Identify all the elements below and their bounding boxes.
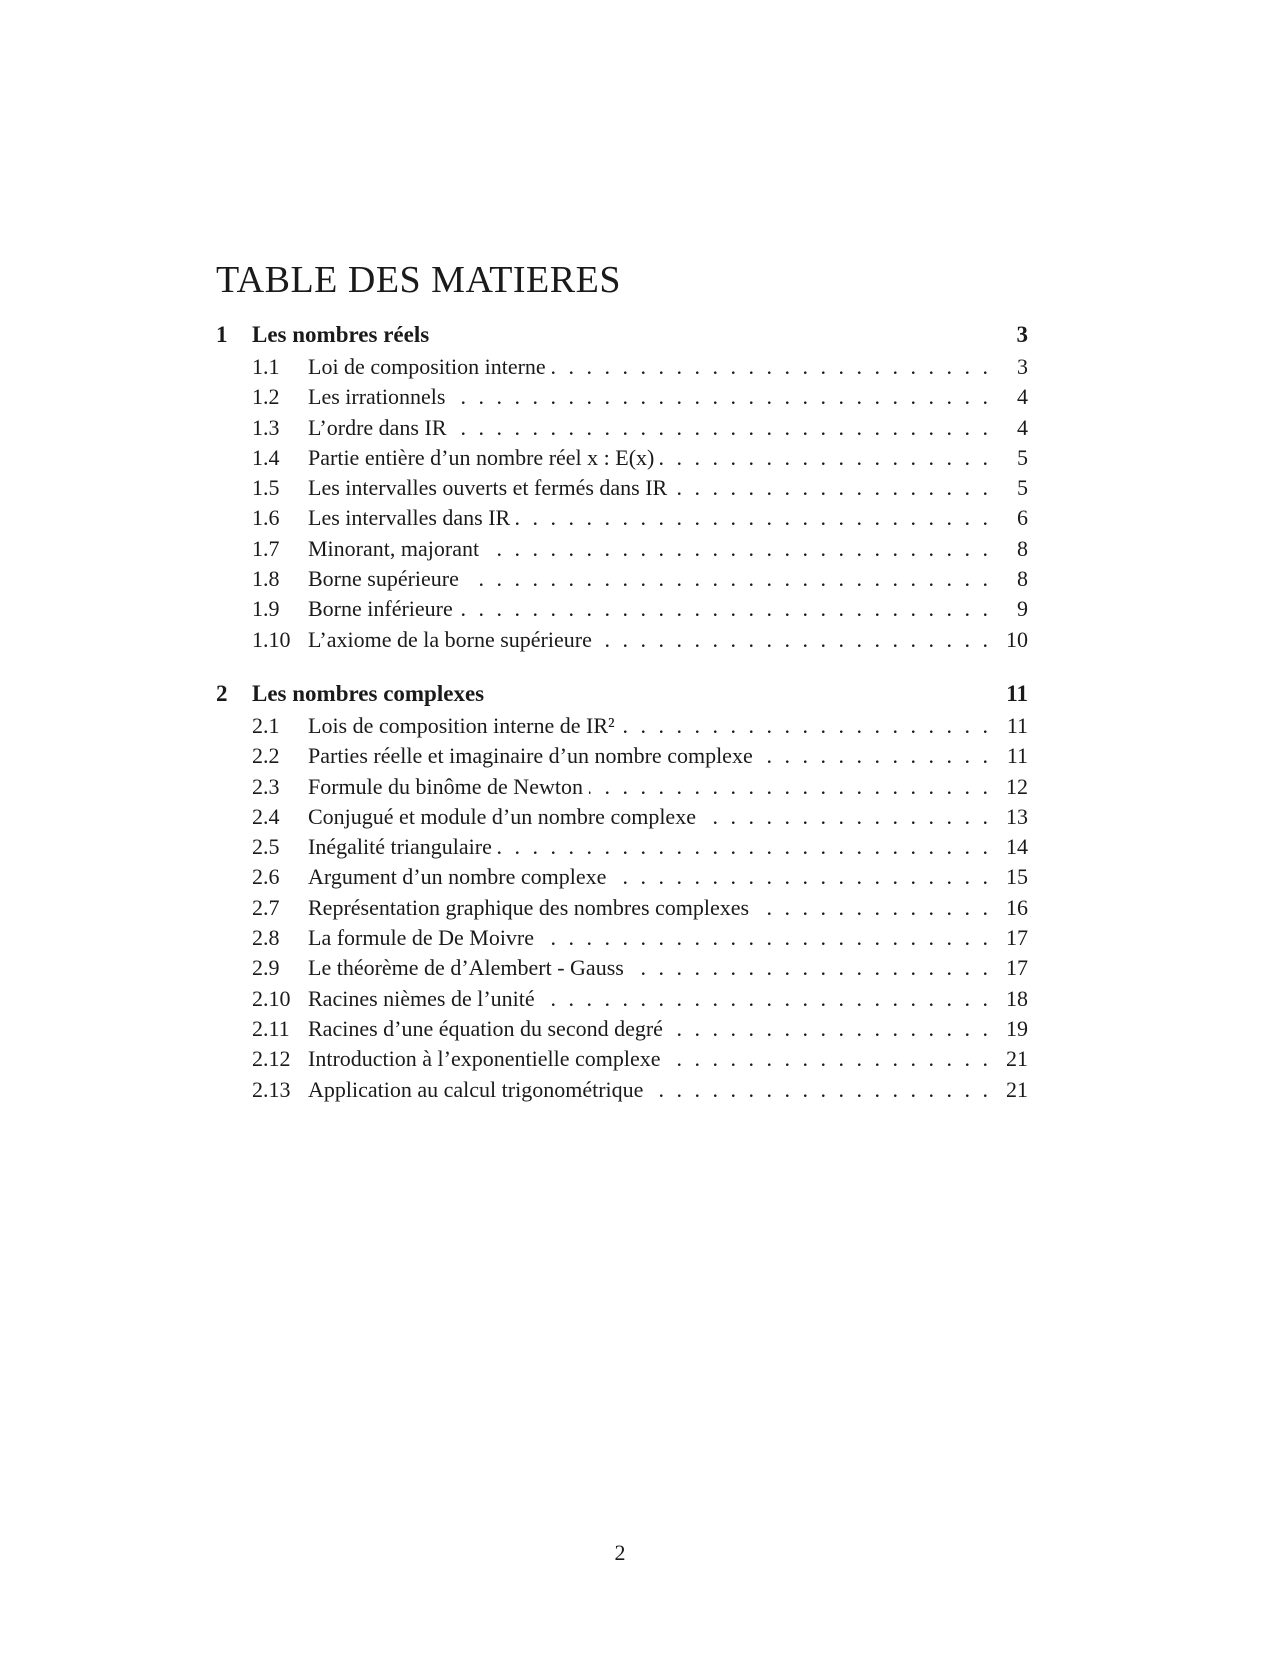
dot-leader xyxy=(669,1016,988,1042)
toc-entry[interactable] xyxy=(216,1046,1028,1076)
toc-entry[interactable] xyxy=(216,536,1028,566)
section-page: 21 xyxy=(1006,1076,1028,1102)
section-title: Conjugué et module d’un nombre complexe xyxy=(308,803,696,829)
section-page: 17 xyxy=(1006,925,1028,951)
section-page: 8 xyxy=(1017,566,1028,592)
section-number: 1.3 xyxy=(252,414,280,440)
section-title: Argument d’un nombre complexe xyxy=(308,864,607,890)
section-title: Lois de composition interne de IR² xyxy=(308,712,615,738)
chapter-page: 3 xyxy=(1016,322,1028,347)
section-number: 2.12 xyxy=(252,1046,291,1072)
toc-entry[interactable] xyxy=(216,925,1028,955)
chapter-1 xyxy=(216,322,1028,657)
dot-leader xyxy=(621,713,988,739)
section-title: Loi de composition interne xyxy=(308,354,546,379)
chapter-heading[interactable] xyxy=(216,681,1028,713)
section-page: 8 xyxy=(1017,535,1028,561)
section-page: 5 xyxy=(1017,475,1028,501)
toc-entry[interactable] xyxy=(216,1016,1028,1046)
toc-entry[interactable] xyxy=(216,415,1028,445)
chapter-heading[interactable] xyxy=(216,322,1028,354)
dot-leader xyxy=(673,475,988,501)
toc-entry[interactable] xyxy=(216,713,1028,743)
section-number: 2.9 xyxy=(252,955,280,981)
section-page: 11 xyxy=(1006,743,1028,769)
chapter-page: 11 xyxy=(1006,680,1028,706)
section-number: 1.8 xyxy=(252,566,280,592)
dot-leader xyxy=(552,354,988,380)
section-title: Le théorème de d’Alembert - Gauss xyxy=(308,955,624,981)
section-title: Parties réelle et imaginaire d’un nombre complexe xyxy=(308,743,753,769)
section-number: 2.2 xyxy=(252,743,280,769)
section-title: Les intervalles dans IR xyxy=(308,505,511,531)
toc-entry[interactable] xyxy=(216,596,1028,626)
toc-entry[interactable] xyxy=(216,627,1028,657)
section-title: Borne inférieure xyxy=(308,596,453,622)
section-number: 1.2 xyxy=(252,384,280,410)
section-number: 1.7 xyxy=(252,535,280,561)
section-page: 17 xyxy=(1006,955,1028,981)
toc-entry[interactable] xyxy=(216,354,1028,384)
section-number: 2.4 xyxy=(252,803,280,829)
section-page: 4 xyxy=(1017,414,1028,440)
section-title: La formule de De Moivre xyxy=(308,925,535,951)
section-number: 2.10 xyxy=(252,985,291,1011)
dot-leader xyxy=(612,864,988,890)
section-number: 1.9 xyxy=(252,596,280,622)
toc-entry[interactable] xyxy=(216,774,1028,804)
dot-leader xyxy=(759,743,988,769)
toc-entry[interactable] xyxy=(216,955,1028,985)
toc-entry[interactable] xyxy=(216,986,1028,1016)
dot-leader xyxy=(649,1077,988,1103)
section-number: 2.3 xyxy=(252,773,280,799)
section-page: 13 xyxy=(1006,803,1028,829)
toc-entry[interactable] xyxy=(216,804,1028,834)
dot-leader xyxy=(459,596,988,622)
dot-leader xyxy=(485,536,988,562)
section-page: 10 xyxy=(1006,626,1028,652)
dot-leader xyxy=(498,834,988,860)
toc-entry[interactable] xyxy=(216,834,1028,864)
toc-entry[interactable] xyxy=(216,566,1028,596)
section-page: 19 xyxy=(1006,1015,1028,1041)
dot-leader xyxy=(540,925,988,951)
section-page: 3 xyxy=(1017,354,1028,379)
dot-leader xyxy=(660,445,988,471)
dot-leader xyxy=(516,505,988,531)
dot-leader xyxy=(755,895,988,921)
section-title: Représentation graphique des nombres complexes xyxy=(308,894,750,920)
section-page: 5 xyxy=(1017,444,1028,470)
section-number: 2.8 xyxy=(252,925,280,951)
dot-leader xyxy=(541,986,988,1012)
section-number: 1.6 xyxy=(252,505,280,531)
section-title: L’axiome de la borne supérieure xyxy=(308,626,592,652)
section-title: Les irrationnels xyxy=(308,384,446,410)
section-number: 1.4 xyxy=(252,444,280,470)
section-number: 2.13 xyxy=(252,1076,291,1102)
page-number: 2 xyxy=(614,1540,626,1565)
dot-leader xyxy=(451,384,988,410)
section-number: 1.5 xyxy=(252,475,280,501)
section-number: 2.11 xyxy=(252,1015,290,1041)
section-number: 1.10 xyxy=(252,626,291,652)
section-number: 1.1 xyxy=(252,354,280,379)
section-page: 16 xyxy=(1006,894,1028,920)
chapter-2 xyxy=(216,681,1028,1107)
chapter-title: Les nombres complexes xyxy=(252,680,485,706)
section-title: Partie entière d’un nombre réel x : E(x) xyxy=(308,444,655,470)
dot-leader xyxy=(465,566,988,592)
section-page: 11 xyxy=(1006,712,1028,738)
section-page: 12 xyxy=(1006,773,1028,799)
section-title: Racines d’une équation du second degré xyxy=(308,1015,663,1041)
section-title: Inégalité triangulaire xyxy=(308,834,492,860)
chapter-title: Les nombres réels xyxy=(252,322,430,347)
toc-entry[interactable] xyxy=(216,475,1028,505)
section-number: 2.6 xyxy=(252,864,280,890)
section-number: 2.5 xyxy=(252,834,280,860)
section-number: 2.7 xyxy=(252,894,280,920)
section-page: 9 xyxy=(1017,596,1028,622)
section-title: Racines nièmes de l’unité xyxy=(308,985,535,1011)
toc-entry[interactable] xyxy=(216,743,1028,773)
dot-leader xyxy=(702,804,988,830)
dot-leader xyxy=(630,955,988,981)
table-of-contents xyxy=(216,322,1028,1131)
section-number: 2.1 xyxy=(252,712,280,738)
section-page: 15 xyxy=(1006,864,1028,890)
section-page: 14 xyxy=(1006,834,1028,860)
toc-entry[interactable] xyxy=(216,384,1028,414)
toc-entry[interactable] xyxy=(216,895,1028,925)
chapter-number: 1 xyxy=(216,322,228,347)
section-title: L’ordre dans IR xyxy=(308,414,447,440)
section-page: 4 xyxy=(1017,384,1028,410)
dot-leader xyxy=(598,627,988,653)
toc-entry[interactable] xyxy=(216,505,1028,535)
dot-leader xyxy=(666,1046,988,1072)
section-title: Minorant, majorant xyxy=(308,535,480,561)
section-title: Application au calcul trigonométrique xyxy=(308,1076,644,1102)
section-title: Les intervalles ouverts et fermés dans IR xyxy=(308,475,668,501)
toc-entry[interactable] xyxy=(216,1077,1028,1107)
section-page: 6 xyxy=(1017,505,1028,531)
section-page: 21 xyxy=(1006,1046,1028,1072)
section-title: Borne supérieure xyxy=(308,566,459,592)
toc-entry[interactable] xyxy=(216,445,1028,475)
dot-leader xyxy=(453,415,989,441)
page-title: TABLE DES MATIERES xyxy=(216,259,621,301)
dot-leader xyxy=(589,774,988,800)
chapter-number: 2 xyxy=(216,680,228,706)
section-title: Formule du binôme de Newton xyxy=(308,773,583,799)
section-title: Introduction à l’exponentielle complexe xyxy=(308,1046,661,1072)
toc-entry[interactable] xyxy=(216,864,1028,894)
section-page: 18 xyxy=(1006,985,1028,1011)
